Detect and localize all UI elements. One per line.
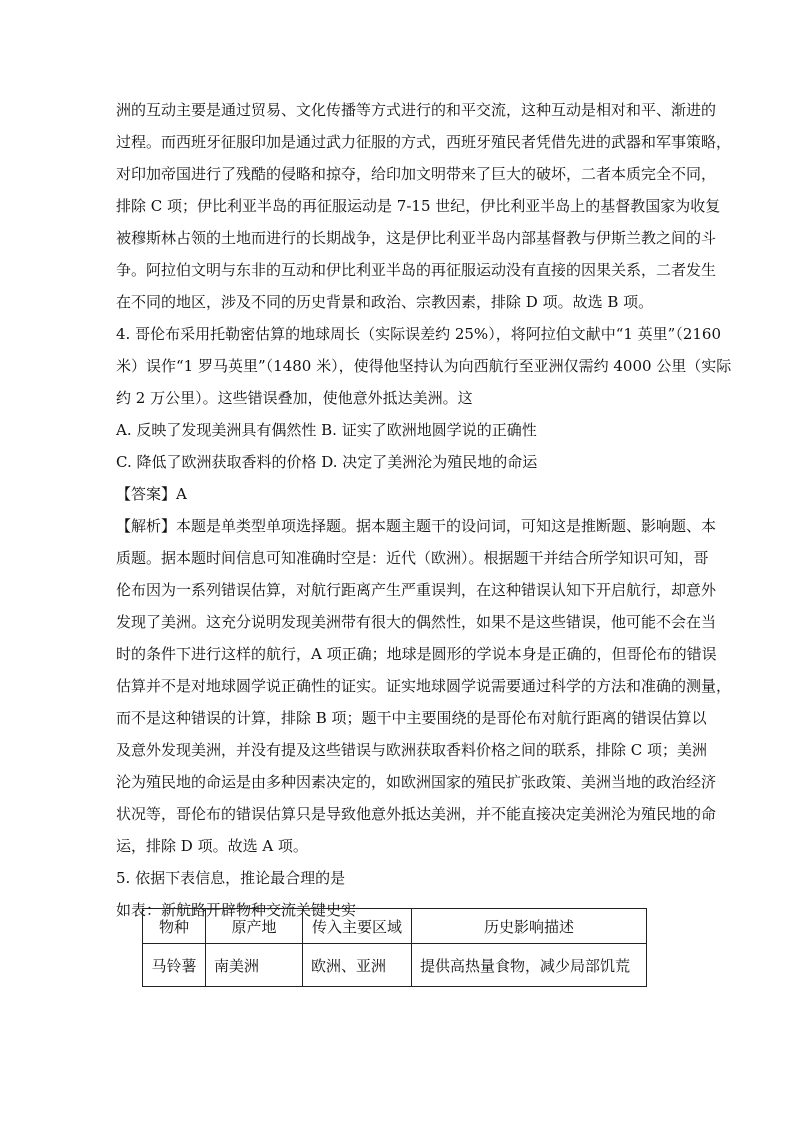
table-row: [143, 944, 647, 987]
table-cell: 提供高热量食物，减少局部饥荒: [412, 944, 647, 987]
options-ab: A. 反映了发现美洲具有偶然性 B. 证实了欧洲地圆学说的正确性: [116, 421, 537, 439]
text-line: 过程。而西班牙征服印加是通过武力征服的方式，西班牙殖民者凭借先进的武器和军事策略，: [116, 133, 732, 151]
text-line: 排除 C 项；伊比利亚半岛的再征服运动是 7-15 世纪，伊比利亚半岛上的基督教国家为收复: [116, 197, 721, 215]
text-line: 对印加帝国进行了残酷的侵略和掠夺，给印加文明带来了巨大的破坏，二者本质完全不同，: [116, 165, 717, 183]
text-line: 发现了美洲。这充分说明发现美洲带有很大的偶然性，如果不是这些错误，他可能不会在当: [116, 613, 717, 631]
text-line: 伦布因为一系列错误估算，对航行距离产生严重误判，在这种错误认知下开启航行，却意外: [116, 581, 717, 599]
table-header-cell: 原产地: [206, 909, 303, 944]
table-header-cell: 物种: [143, 909, 206, 944]
table-cell: 南美洲: [206, 944, 303, 987]
table-header-cell: 传入主要区域: [303, 909, 412, 944]
text-line: 被穆斯林占领的土地而进行的长期战争，这是伊比利亚半岛内部基督教与伊斯兰教之间的斗: [116, 229, 717, 247]
table-cell: 欧洲、亚洲: [303, 944, 412, 987]
text-line: 在不同的地区，涉及不同的历史背景和政治、宗教因素，排除 D 项。故选 B 项。: [116, 293, 654, 311]
text-line: 沦为殖民地的命运是由多种因素决定的，如欧洲国家的殖民扩张政策、美洲当地的政治经济: [116, 773, 717, 791]
table-cell: 马铃薯: [143, 944, 206, 987]
text-line: 争。阿拉伯文明与东非的互动和伊比利亚半岛的再征服运动没有直接的因果关系，二者发生: [116, 261, 717, 279]
text-line: 洲的互动主要是通过贸易、文化传播等方式进行的和平交流，这种互动是相对和平、渐进的: [116, 101, 717, 119]
text-line: 运，排除 D 项。故选 A 项。: [116, 837, 308, 855]
text-line: 估算并不是对地球圆学说正确性的证实。证实地球圆学说需要通过科学的方法和准确的测量，: [116, 677, 732, 695]
question-4-stem: 4. 哥伦布采用托勒密估算的地球周长（实际误差约 25%），将阿拉伯文献中“1 英里”（2160: [116, 325, 722, 343]
answer-label: 【答案】A: [116, 485, 187, 503]
text-line: 状况等，哥伦布的错误估算只是导致他意外抵达美洲，并不能直接决定美洲沦为殖民地的命: [116, 805, 717, 823]
options-cd: C. 降低了欧洲获取香料的价格 D. 决定了美洲沦为殖民地的命运: [116, 453, 538, 471]
table-header-cell: 历史影响描述: [412, 909, 647, 944]
table-caption: 如表：新航路开辟物种交流关键史实: [116, 901, 357, 919]
text-line: 质题。据本题时间信息可知准确时空是：近代（欧洲）。根据题干并结合所学知识可知，哥: [116, 549, 709, 567]
text-line: 米）误作“1 罗马英里”（1480 米），使得他坚持认为向西航行至亚洲仅需约 4000 公里（实际: [116, 357, 732, 375]
species-table: [142, 908, 647, 987]
table-header-row: [143, 909, 647, 944]
text-line: 而不是这种错误的计算，排除 B 项；题干中主要围绕的是哥伦布对航行距离的错误估算以: [116, 709, 707, 727]
text-line: 及意外发现美洲，并没有提及这些错误与欧洲获取香料价格之间的联系，排除 C 项；美洲: [116, 741, 708, 759]
text-line: 约 2 万公里）。这些错误叠加，使他意外抵达美洲。这: [116, 389, 473, 407]
text-line: 时的条件下进行这样的航行，A 项正确；地球是圆形的学说本身是正确的，但哥伦布的错误: [116, 645, 717, 663]
analysis-text: 【解析】本题是单类型单项选择题。据本题主题干的设问词，可知这是推断题、影响题、本: [116, 517, 717, 535]
question-5-stem: 5. 依据下表信息，推论最合理的是: [116, 869, 346, 887]
